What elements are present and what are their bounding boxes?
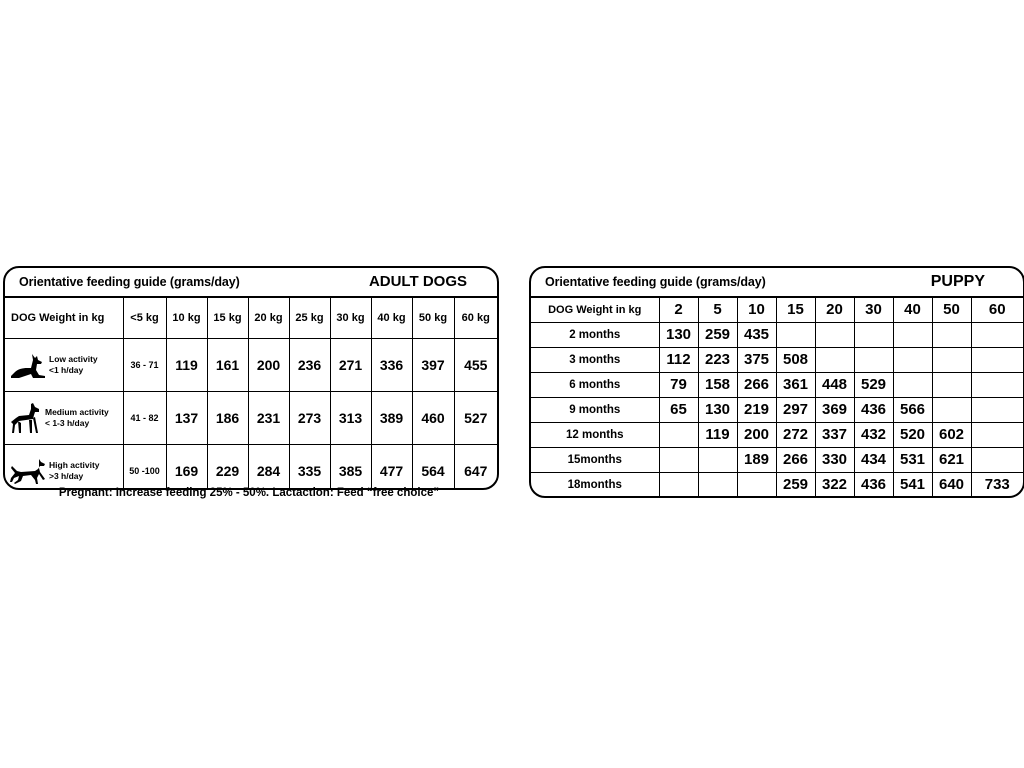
value-cell: 640 xyxy=(932,472,971,497)
value-cell: 266 xyxy=(737,372,776,397)
table-row xyxy=(5,444,497,490)
value-cell: 130 xyxy=(659,322,698,347)
value-cell xyxy=(698,472,737,497)
value-cell: 508 xyxy=(776,347,815,372)
value-cell: 273 xyxy=(289,391,330,444)
value-cell: 137 xyxy=(166,391,207,444)
value-cell: 541 xyxy=(893,472,932,497)
value-cell: 271 xyxy=(330,338,371,391)
puppy-col-header: 5 xyxy=(698,298,737,322)
value-cell: 79 xyxy=(659,372,698,397)
age-cell: 6 months xyxy=(531,372,659,397)
puppy-col-header: 10 xyxy=(737,298,776,322)
activity-duration: <1 h/day xyxy=(49,364,84,375)
value-cell: 65 xyxy=(659,397,698,422)
value-cell: 477 xyxy=(371,444,412,490)
value-cell: 335 xyxy=(289,444,330,490)
value-cell xyxy=(893,372,932,397)
value-cell xyxy=(737,472,776,497)
value-cell: 200 xyxy=(737,422,776,447)
value-cell: 527 xyxy=(454,391,497,444)
value-cell: 564 xyxy=(412,444,454,490)
value-cell: 231 xyxy=(248,391,289,444)
adult-heading: ADULT DOGS xyxy=(368,273,467,290)
value-cell: 223 xyxy=(698,347,737,372)
lying-dog-icon xyxy=(9,350,47,380)
value-cell: 236 xyxy=(289,338,330,391)
activity-duration: < 1-3 h/day xyxy=(45,417,90,428)
value-cell: 432 xyxy=(854,422,893,447)
value-cell: 200 xyxy=(248,338,289,391)
adult-col-header: 40 kg xyxy=(371,298,412,338)
value-cell: 158 xyxy=(698,372,737,397)
age-cell: 2 months xyxy=(531,322,659,347)
value-cell: 119 xyxy=(166,338,207,391)
table-row xyxy=(531,397,1023,422)
puppy-col-header: 60 xyxy=(971,298,1023,322)
value-cell: 448 xyxy=(815,372,854,397)
kcal-range: 41 - 82 xyxy=(123,391,166,444)
value-cell xyxy=(893,322,932,347)
value-cell: 436 xyxy=(854,397,893,422)
value-cell: 460 xyxy=(412,391,454,444)
value-cell: 369 xyxy=(815,397,854,422)
adult-row-header: DOG Weight in kg xyxy=(5,298,123,338)
value-cell: 435 xyxy=(737,322,776,347)
value-cell: 169 xyxy=(166,444,207,490)
running-dog-icon xyxy=(9,456,47,486)
age-cell: 15months xyxy=(531,447,659,472)
value-cell: 337 xyxy=(815,422,854,447)
activity-cell xyxy=(5,338,123,391)
value-cell: 313 xyxy=(330,391,371,444)
puppy-feeding-table xyxy=(531,298,1023,497)
value-cell xyxy=(932,372,971,397)
adult-col-header: 25 kg xyxy=(289,298,330,338)
adult-dogs-card xyxy=(3,266,499,490)
value-cell: 229 xyxy=(207,444,248,490)
puppy-subtitle: Orientative feeding guide (grams/day) xyxy=(545,275,766,289)
value-cell xyxy=(698,447,737,472)
value-cell: 375 xyxy=(737,347,776,372)
value-cell xyxy=(971,322,1023,347)
table-row xyxy=(531,472,1023,497)
value-cell xyxy=(932,347,971,372)
value-cell: 434 xyxy=(854,447,893,472)
value-cell xyxy=(971,422,1023,447)
value-cell xyxy=(815,347,854,372)
adult-card-header xyxy=(5,268,497,298)
value-cell: 259 xyxy=(776,472,815,497)
value-cell: 621 xyxy=(932,447,971,472)
value-cell: 397 xyxy=(412,338,454,391)
value-cell xyxy=(659,472,698,497)
table-row xyxy=(5,391,497,444)
table-row xyxy=(531,347,1023,372)
adult-col-header: 15 kg xyxy=(207,298,248,338)
puppy-card xyxy=(529,266,1024,498)
value-cell: 266 xyxy=(776,447,815,472)
value-cell: 529 xyxy=(854,372,893,397)
value-cell: 186 xyxy=(207,391,248,444)
value-cell: 389 xyxy=(371,391,412,444)
value-cell: 330 xyxy=(815,447,854,472)
puppy-col-header: 20 xyxy=(815,298,854,322)
value-cell: 647 xyxy=(454,444,497,490)
adult-col-header: 20 kg xyxy=(248,298,289,338)
adult-col-header: 10 kg xyxy=(166,298,207,338)
table-row xyxy=(531,322,1023,347)
value-cell: 284 xyxy=(248,444,289,490)
value-cell xyxy=(854,347,893,372)
age-cell: 9 months xyxy=(531,397,659,422)
value-cell: 566 xyxy=(893,397,932,422)
value-cell xyxy=(776,322,815,347)
adult-col-header: 30 kg xyxy=(330,298,371,338)
value-cell: 733 xyxy=(971,472,1023,497)
activity-cell xyxy=(5,444,123,490)
adult-col-header: 50 kg xyxy=(412,298,454,338)
value-cell xyxy=(971,372,1023,397)
value-cell xyxy=(971,397,1023,422)
value-cell xyxy=(971,347,1023,372)
table-row xyxy=(531,422,1023,447)
adult-subtitle: Orientative feeding guide (grams/day) xyxy=(19,275,240,289)
puppy-col-header: 40 xyxy=(893,298,932,322)
value-cell xyxy=(659,447,698,472)
value-cell xyxy=(932,322,971,347)
puppy-header-row xyxy=(531,298,1023,322)
value-cell xyxy=(815,322,854,347)
value-cell xyxy=(893,347,932,372)
table-row xyxy=(531,447,1023,472)
value-cell: 436 xyxy=(854,472,893,497)
puppy-col-header: 50 xyxy=(932,298,971,322)
value-cell xyxy=(659,422,698,447)
activity-duration: >3 h/day xyxy=(49,470,84,481)
value-cell: 322 xyxy=(815,472,854,497)
puppy-col-header: 30 xyxy=(854,298,893,322)
puppy-card-header xyxy=(531,268,1023,298)
standing-dog-icon xyxy=(9,401,43,435)
puppy-col-header: 15 xyxy=(776,298,815,322)
value-cell: 130 xyxy=(698,397,737,422)
value-cell xyxy=(854,322,893,347)
adult-col-header: <5 kg xyxy=(123,298,166,338)
activity-label: Low activity xyxy=(49,353,98,364)
value-cell: 161 xyxy=(207,338,248,391)
adult-footnote: Pregnant: Increase feeding 25% - 50%. Lactaction: Feed “free choice” xyxy=(58,487,440,499)
value-cell: 189 xyxy=(737,447,776,472)
value-cell: 272 xyxy=(776,422,815,447)
adult-feeding-table xyxy=(5,298,497,490)
puppy-row-header: DOG Weight in kg xyxy=(531,298,659,322)
table-row xyxy=(531,372,1023,397)
value-cell: 219 xyxy=(737,397,776,422)
puppy-heading: PUPPY xyxy=(930,273,985,290)
age-cell: 12 months xyxy=(531,422,659,447)
value-cell xyxy=(932,397,971,422)
value-cell: 531 xyxy=(893,447,932,472)
kcal-range: 50 -100 xyxy=(123,444,166,490)
value-cell: 455 xyxy=(454,338,497,391)
value-cell: 336 xyxy=(371,338,412,391)
value-cell xyxy=(971,447,1023,472)
value-cell: 520 xyxy=(893,422,932,447)
value-cell: 385 xyxy=(330,444,371,490)
value-cell: 361 xyxy=(776,372,815,397)
value-cell: 602 xyxy=(932,422,971,447)
activity-label: Medium activity xyxy=(45,406,109,417)
age-cell: 18months xyxy=(531,472,659,497)
value-cell: 297 xyxy=(776,397,815,422)
table-row xyxy=(5,338,497,391)
activity-cell xyxy=(5,391,123,444)
kcal-range: 36 - 71 xyxy=(123,338,166,391)
value-cell: 112 xyxy=(659,347,698,372)
adult-col-header: 60 kg xyxy=(454,298,497,338)
adult-header-row xyxy=(5,298,497,338)
value-cell: 259 xyxy=(698,322,737,347)
puppy-col-header: 2 xyxy=(659,298,698,322)
age-cell: 3 months xyxy=(531,347,659,372)
activity-label: High activity xyxy=(49,459,100,470)
value-cell: 119 xyxy=(698,422,737,447)
